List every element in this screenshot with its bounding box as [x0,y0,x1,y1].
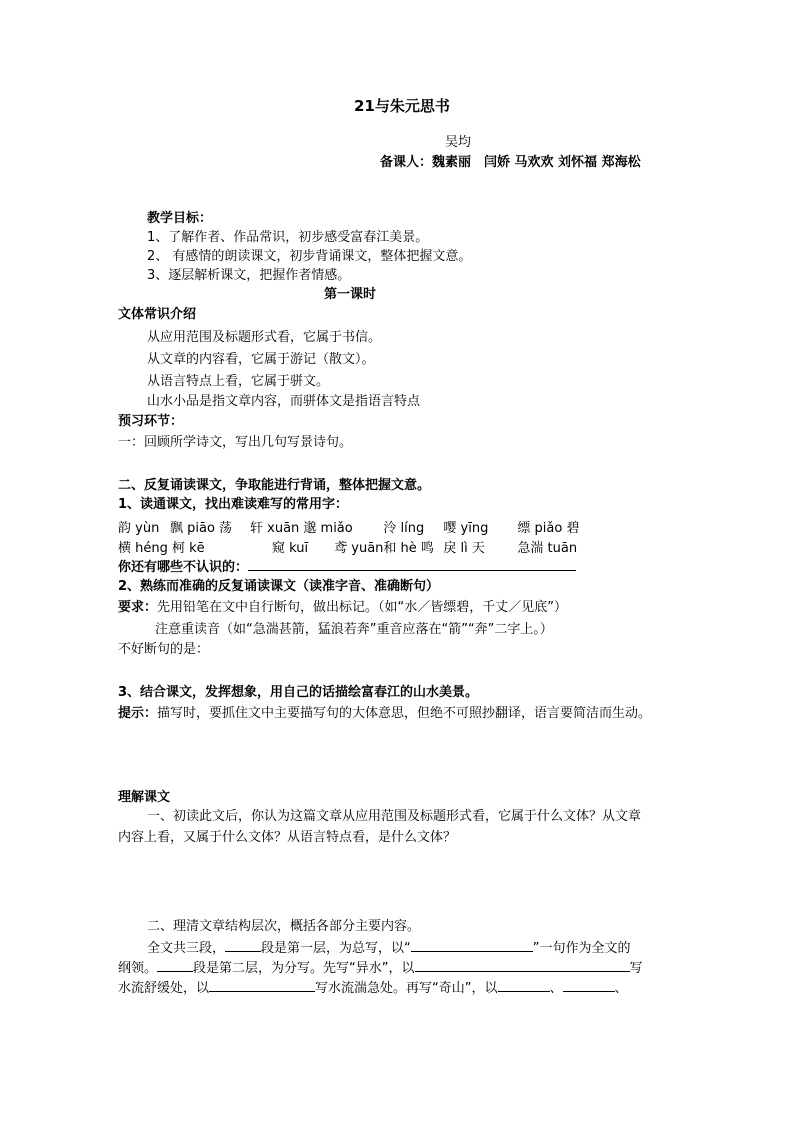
pinyin-word: 窥 kuī [272,540,309,556]
genre-line: 从应用范围及标题形式看，它属于书信。 [147,330,382,345]
structure-line-1 [147,938,631,959]
requirement-label: 要求： [118,600,158,615]
pinyin-cell: 缥 piǎo 碧 [517,520,580,536]
structure-text: 、 [549,981,563,996]
question-1-line1: 一、初读此文后，你认为这篇文章从应用范围及标题形式看，它属于什么文体？从文章 [147,809,642,824]
pinyin-cell: 横 héng 柯 kē [118,540,205,556]
tip [118,704,651,724]
answer-blank[interactable] [411,938,533,952]
question-2: 二、理清文章结构层次，概括各部分主要内容。 [147,919,421,934]
pinyin-cell: 戾 lì 天 [443,540,485,556]
answer-blank[interactable] [248,557,576,571]
unknown-chars-label [118,557,576,578]
answer-blank[interactable] [157,958,193,972]
lesson-heading: 第一课时 [324,287,377,302]
answer-blank[interactable] [225,938,261,952]
preview-heading: 预习环节： [118,414,184,429]
pinyin-cell: 和 hè 鸣 [383,540,434,556]
understand-heading: 理解课文 [118,790,171,805]
answer-blank[interactable] [498,978,550,992]
genre-heading: 文体常识介绍 [118,307,197,322]
pinyin-cell: 泠 líng [383,520,425,536]
question-1-line2: 内容上看，又属于什么文体？从语言特点看，是什么文体？ [118,830,457,845]
pinyin-cell: 韵 yùn [118,520,160,536]
requirement [118,598,567,618]
objective-item: 3、逐层解析课文，把握作者情感。 [147,268,351,283]
structure-text: 水流舒缓处，以 [118,981,210,996]
document-title: 21与朱元思书 [354,97,450,115]
section2-heading: 二、反复诵读课文，争取能进行背诵，整体把握文意。 [118,478,431,493]
author: 吴均 [445,135,472,150]
structure-text: 、 [614,981,628,996]
structure-text: ”一句作为全文的 [532,941,631,956]
pinyin-word: 鸢 yuān [334,540,384,556]
structure-text: 写水流湍急处。再写“奇山”，以 [315,981,498,996]
section2-sub2: 2、熟练而准确的反复诵读课文（读准字音、准确断句） [118,579,440,594]
hard-to-break: 不好断句的是： [118,642,210,657]
objectives-heading: 教学目标： [147,211,213,226]
preparers: 备课人：魏素丽 闫娇 马欢欢 刘怀福 郑海松 [380,155,641,170]
objective-item: 2、 有感情的朗读课文，初步背诵课文，整体把握文意。 [147,249,472,264]
pinyin-cell: 嘤 yīng [443,520,489,536]
answer-blank[interactable] [209,978,315,992]
structure-line-3 [118,978,628,999]
pinyin-cell: 急湍 tuān [517,540,578,556]
objective-item: 1、了解作者、作品常识，初步感受富春江美景。 [147,230,429,245]
section2-sub1: 1、读通课文，找出难读难写的常用字： [118,497,349,512]
section2-sub3: 3、结合课文，发挥想象，用自己的话描绘富春江的山水美景。 [118,685,479,700]
unknown-chars-text: 你还有哪些不认识的： [118,560,249,575]
pinyin-cell: 轩 xuān 邈 miǎo [250,520,353,536]
answer-blank[interactable] [415,958,630,972]
pinyin-table [118,516,579,556]
pinyin-row [118,536,579,556]
requirement-text: 先用铅笔在文中自行断句，做出标记。（如“水／皆缥碧，千丈／见底”） [157,600,567,615]
pinyin-cell: 飘 piāo 荡 [170,520,233,536]
tip-text: 描写时，要抓住文中主要描写句的大体意思，但绝不可照抄翻译，语言要简洁而生动。 [157,706,652,721]
genre-line: 从文章的内容看，它属于游记（散文）。 [147,352,375,367]
stress-note: 注意重读音（如“急湍甚箭，猛浪若奔”重音应落在“箭”“奔”二字上。） [155,622,553,637]
structure-text: 写 [629,961,643,976]
tip-label: 提示： [118,706,158,721]
pinyin-cell [250,536,383,556]
structure-text: 段是第一层，为总写，以“ [261,941,411,956]
genre-line: 从语言特点上看，它属于骈文。 [147,374,330,389]
preview-line: 一：回顾所学诗文，写出几句写景诗句。 [118,435,353,450]
genre-line: 山水小品是指文章内容，而骈体文是指语言特点 [147,394,421,409]
structure-text: 段是第二层，为分写。先写“异水”，以 [193,961,415,976]
answer-blank[interactable] [563,978,615,992]
structure-text: 纲领。 [118,961,158,976]
structure-line-2 [118,958,643,979]
structure-text: 全文共三段， [147,941,226,956]
pinyin-row [118,516,579,536]
